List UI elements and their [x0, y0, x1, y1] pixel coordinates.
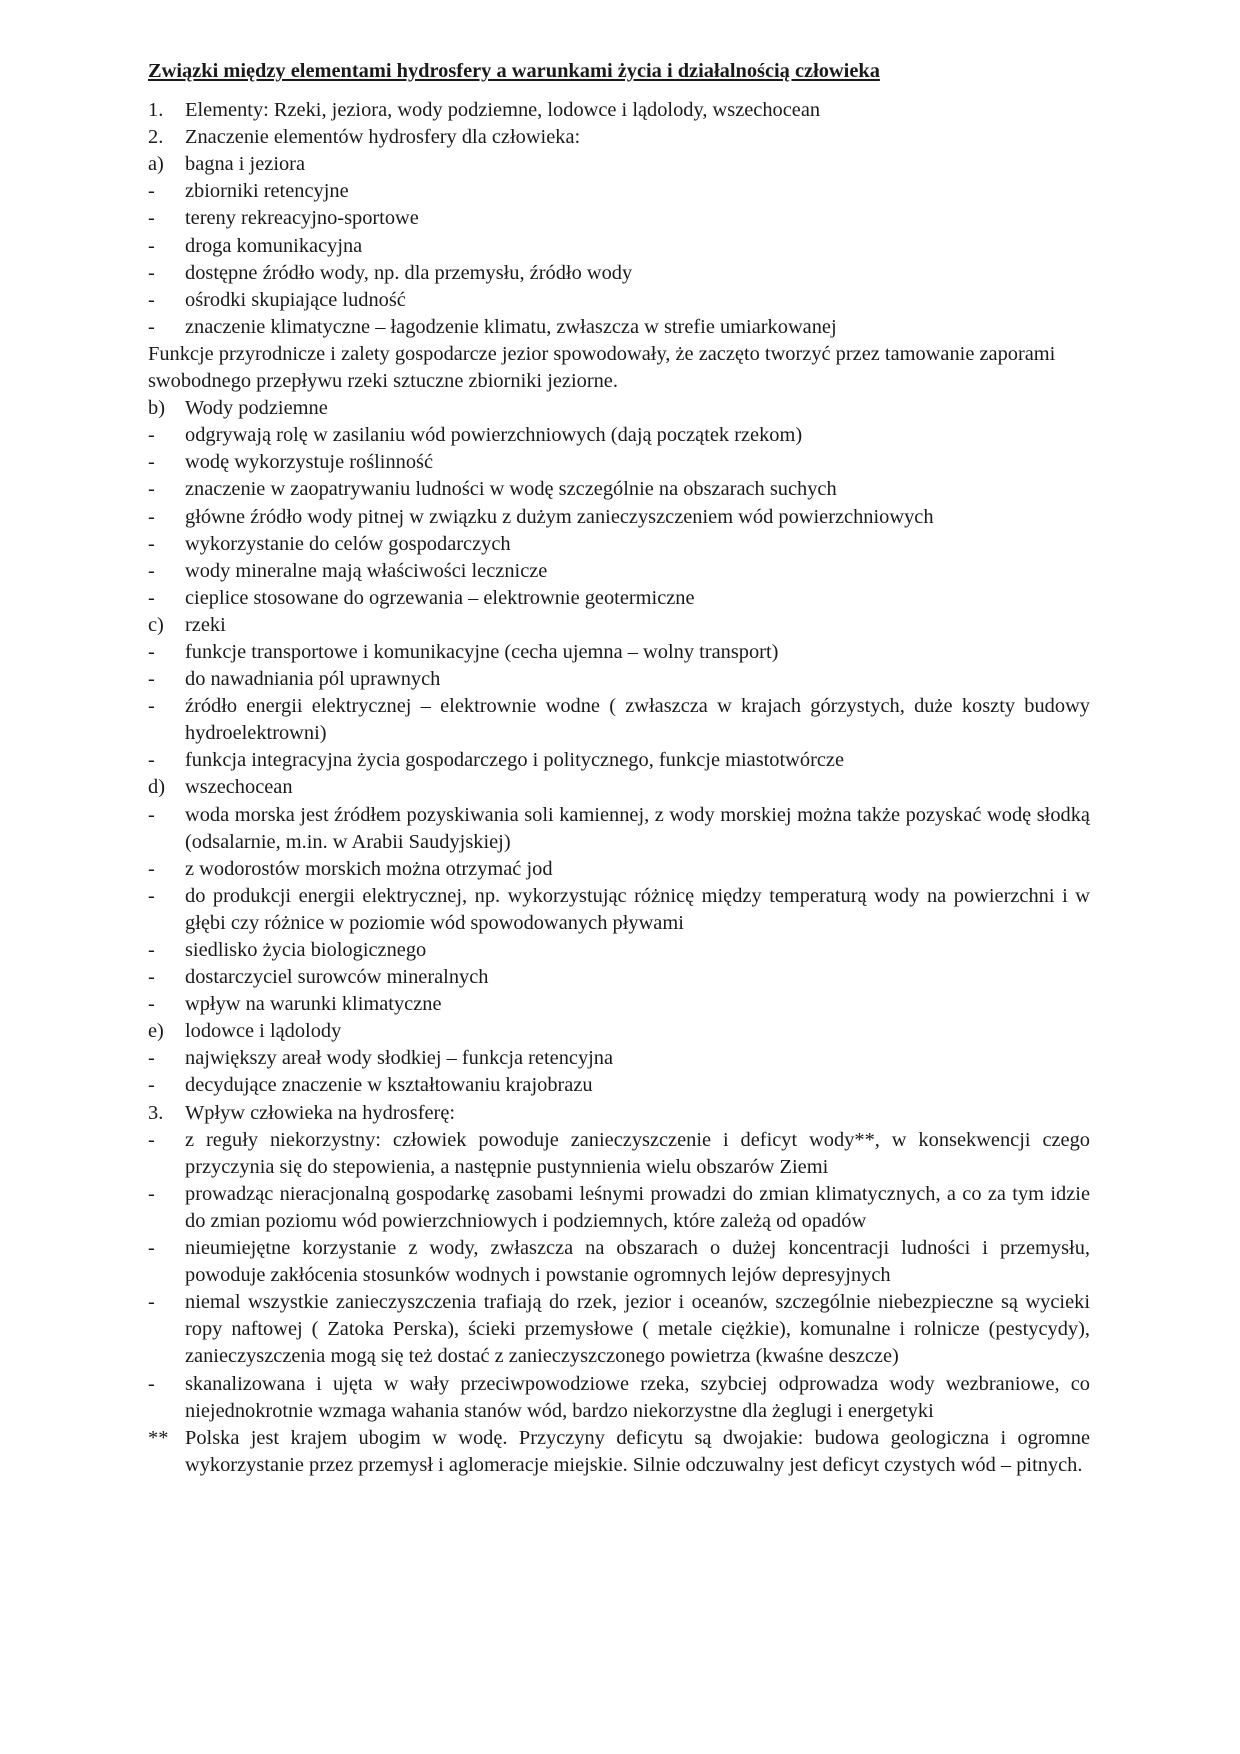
bullet-item-text: główne źródło wody pitnej w związku z dużym zanieczyszczeniem wód powierzchniowych [185, 505, 934, 528]
numbered-item-marker: 3. [148, 1101, 164, 1124]
numbered-item-text: Wpływ człowieka na hydrosferę: [185, 1101, 456, 1124]
bullet-item-marker: - [148, 1291, 155, 1314]
bullet-item-marker: - [148, 695, 155, 718]
numbered-item-marker: 1. [148, 99, 164, 122]
numbered-item-marker: 2. [148, 126, 164, 149]
bullet-item [148, 314, 1090, 341]
bullet-item [148, 178, 1090, 205]
bullet-item-marker: - [148, 315, 155, 338]
bullet-item-marker: - [148, 966, 155, 989]
numbered-item-text: Elementy: Rzeki, jeziora, wody podziemne, lodowce i lądolody, wszechocean [185, 99, 821, 122]
bullet-item [148, 260, 1090, 287]
bullet-item-marker: - [148, 1047, 155, 1070]
lettered-item-marker: e) [148, 1020, 164, 1043]
bullet-item [148, 747, 1090, 774]
bullet-item-text: zbiorniki retencyjne [185, 180, 349, 203]
bullet-item-marker: - [148, 640, 155, 663]
bullet-item-marker: - [148, 993, 155, 1016]
lettered-item [148, 395, 1090, 422]
bullet-item [148, 1235, 1090, 1289]
bullet-item-marker: - [148, 288, 155, 311]
bullet-item-marker: - [148, 668, 155, 691]
footnote [148, 1425, 1090, 1479]
bullet-item-text: do nawadniania pól uprawnych [185, 668, 441, 691]
bullet-item [148, 883, 1090, 937]
lettered-item-text: Wody podziemne [185, 397, 328, 420]
bullet-item [148, 1181, 1090, 1235]
document-title: Związki między elementami hydrosfery a warunkami życia i działalnością człowieka [148, 60, 880, 82]
bullet-item-marker: - [148, 234, 155, 257]
bullet-item [148, 937, 1090, 964]
bullet-item [148, 233, 1090, 260]
bullet-item-marker: - [148, 559, 155, 582]
bullet-item-text: wykorzystanie do celów gospodarczych [185, 532, 511, 555]
lettered-item-text: rzeki [185, 613, 226, 636]
bullet-item-text: cieplice stosowane do ogrzewania – elektrownie geotermiczne [185, 586, 695, 609]
lettered-item-marker: d) [148, 776, 165, 799]
bullet-item [148, 531, 1090, 558]
bullet-item [148, 856, 1090, 883]
bullet-item [148, 205, 1090, 232]
numbered-item [148, 97, 1090, 124]
bullet-item [148, 449, 1090, 476]
bullet-item-marker: - [148, 1237, 155, 1260]
bullet-item [148, 802, 1090, 856]
bullet-item-text: największy areał wody słodkiej – funkcja retencyjna [185, 1047, 614, 1070]
lettered-item-marker: a) [148, 153, 164, 176]
bullet-item-text: dostarczyciel surowców mineralnych [185, 966, 489, 989]
numbered-item [148, 124, 1090, 151]
bullet-item-text: funkcja integracyjna życia gospodarczego i politycznego, funkcje miastotwórcze [185, 749, 845, 772]
lettered-item [148, 1018, 1090, 1045]
bullet-item [148, 1289, 1090, 1370]
bullet-item-text: ośrodki skupiające ludność [185, 288, 406, 311]
bullet-item [148, 991, 1090, 1018]
bullet-item-marker: - [148, 1182, 155, 1205]
bullet-item-text: znaczenie klimatyczne – łagodzenie klimatu, zwłaszcza w strefie umiarkowanej [185, 315, 837, 338]
bullet-item-text: z reguły niekorzystny: człowiek powoduje zanieczyszczenie i deficyt wody**, w konsekwencji czego przyczynia się do stepowienia, a następnie pustynnienia wielu obszarów Ziemi [185, 1128, 1090, 1178]
lettered-item-text: bagna i jeziora [185, 153, 306, 176]
bullet-item-marker: - [148, 478, 155, 501]
lettered-item-text: wszechocean [185, 776, 293, 799]
bullet-item-text: decydujące znaczenie w kształtowaniu krajobrazu [185, 1074, 593, 1097]
bullet-item-marker: - [148, 857, 155, 880]
bullet-item-text: prowadząc nieracjonalną gospodarkę zasobami leśnymi prowadzi do zmian klimatycznych, a co za tym idzie do zmian poziomu wód powierzchniowych i podziemnych, które zależą od opadów [185, 1182, 1090, 1232]
bullet-item [148, 476, 1090, 503]
bullet-item [148, 1045, 1090, 1072]
bullet-item-text: wody mineralne mają właściwości lecznicze [185, 559, 548, 582]
bullet-item-marker: - [148, 451, 155, 474]
bullet-item-text: siedlisko życia biologicznego [185, 939, 427, 961]
bullet-item-text: funkcje transportowe i komunikacyjne (cecha ujemna – wolny transport) [185, 640, 779, 663]
numbered-item-text: Znaczenie elementów hydrosfery dla człowieka: [185, 126, 581, 149]
footnote-text: Polska jest krajem ubogim w wodę. Przyczyny deficytu są dwojakie: budowa geologiczna i ogromne wykorzystanie przez przemysł i aglomeracje miejskie. Silnie odczuwalny jest deficyt czystych wód – pitnych. [185, 1426, 1090, 1476]
footnote-marker: ** [148, 1426, 169, 1449]
bullet-item-text: odgrywają rolę w zasilaniu wód powierzchniowych (dają początek rzekom) [185, 424, 803, 447]
bullet-item-text: z wodorostów morskich można otrzymać jod [185, 857, 553, 880]
bullet-item-marker: - [148, 1372, 155, 1395]
bullet-item [148, 639, 1090, 666]
lettered-item-marker: c) [148, 613, 164, 636]
lettered-item [148, 151, 1090, 178]
bullet-item-marker: - [148, 180, 155, 203]
bullet-item-marker: - [148, 884, 155, 907]
bullet-item [148, 558, 1090, 585]
bullet-item-text: niemal wszystkie zanieczyszczenia trafiają do rzek, jezior i oceanów, szczególnie niebezpieczne są wycieki ropy naftowej ( Zatoka Perska), ścieki przemysłowe ( metale ciężkie), komunalne i rolnicze (pestycydy), zanieczyszczenia mogą się też dostać z zanieczyszczonego powietrza (kwaśne deszcze) [185, 1291, 1090, 1368]
bullet-item [148, 964, 1090, 991]
bullet-item-text: tereny rekreacyjno-sportowe [185, 207, 419, 230]
bullet-item-text: wodę wykorzystuje roślinność [185, 451, 434, 474]
bullet-item-marker: - [148, 1128, 155, 1151]
bullet-item-marker: - [148, 586, 155, 609]
bullet-item-marker: - [148, 803, 155, 826]
lettered-item [148, 612, 1090, 639]
bullet-item-marker: - [148, 261, 155, 284]
document-body [148, 97, 1090, 1479]
bullet-item-text: źródło energii elektrycznej – elektrownie wodne ( zwłaszcza w krajach górzystych, duże koszty budowy hydroelektrowni) [185, 695, 1090, 745]
bullet-item-text: nieumiejętne korzystanie z wody, zwłaszcza na obszarach o dużej koncentracji ludności i przemysłu, powoduje zakłócenia stosunków wodnych i powstanie ogromnych lejów depresyjnych [185, 1237, 1090, 1287]
bullet-item-marker: - [148, 939, 155, 961]
bullet-item-marker: - [148, 532, 155, 555]
bullet-item-text: woda morska jest źródłem pozyskiwania soli kamiennej, z wody morskiej można także pozyskać wodę słodką (odsalarnie, m.in. w Arabii Saudyjskiej) [185, 803, 1090, 853]
bullet-item [148, 1127, 1090, 1181]
bullet-item-marker: - [148, 1074, 155, 1097]
bullet-item-text: wpływ na warunki klimatyczne [185, 993, 442, 1016]
bullet-item-marker: - [148, 505, 155, 528]
bullet-item-text: skanalizowana i ujęta w wały przeciwpowodziowe rzeka, szybciej odprowadza wody wezbraniowe, co niejednokrotnie wzmaga wahania stanów wód, bardzo niekorzystne dla żeglugi i energetyki [185, 1372, 1090, 1422]
bullet-item [148, 422, 1090, 449]
bullet-item [148, 504, 1090, 531]
lettered-item-marker: b) [148, 397, 165, 420]
bullet-item-text: znaczenie w zaopatrywaniu ludności w wodę szczególnie na obszarach suchych [185, 478, 837, 501]
bullet-item [148, 287, 1090, 314]
bullet-item-marker: - [148, 749, 155, 772]
bullet-item-marker: - [148, 424, 155, 447]
bullet-item-text: do produkcji energii elektrycznej, np. wykorzystując różnicę między temperaturą wody na powierzchni i w głębi czy różnice w poziomie wód spowodowanych pływami [185, 884, 1090, 934]
paragraph: Funkcje przyrodnicze i zalety gospodarcze jezior spowodowały, że zaczęto tworzyć przez tamowanie zaporami swobodnego przepływu rzeki sztuczne zbiorniki jeziorne. [148, 342, 1056, 393]
bullet-item-text: dostępne źródło wody, np. dla przemysłu, źródło wody [185, 261, 633, 284]
numbered-item [148, 1100, 1090, 1127]
bullet-item [148, 1072, 1090, 1099]
bullet-item [148, 585, 1090, 612]
bullet-item-text: droga komunikacyjna [185, 234, 363, 257]
lettered-item-text: lodowce i lądolody [185, 1020, 342, 1043]
bullet-item [148, 693, 1090, 747]
bullet-item [148, 666, 1090, 693]
bullet-item-marker: - [148, 207, 155, 230]
lettered-item [148, 774, 1090, 801]
bullet-item [148, 1371, 1090, 1425]
